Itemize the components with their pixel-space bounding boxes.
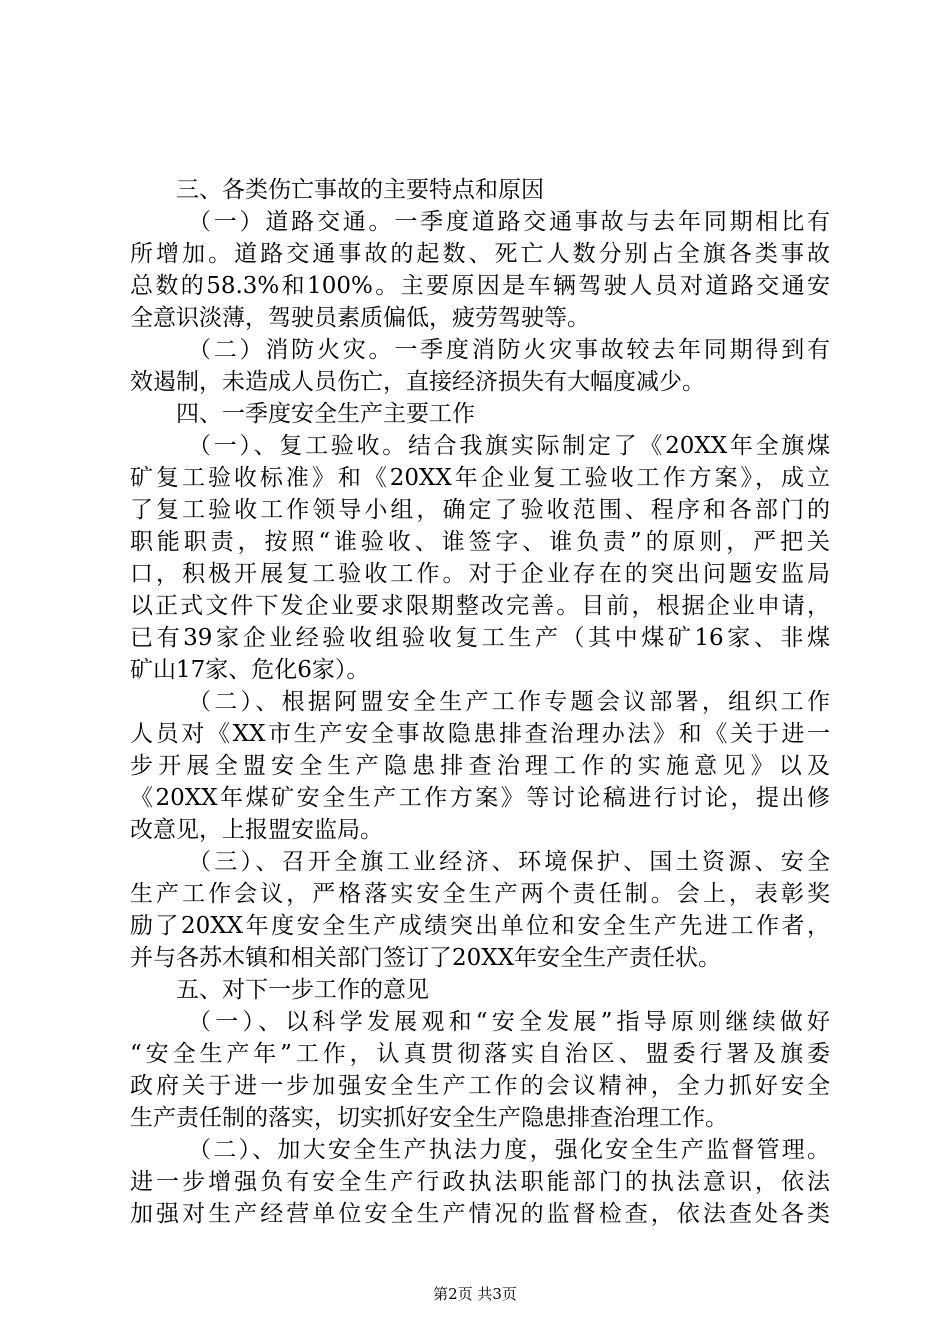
paragraph-line: “安全生产年”工作，认真贯彻落实自治区、盟委行署及旗委 [130,1041,830,1067]
paragraph-line: 励了20XX年度安全生产成绩突出单位和安全生产先进工作者， [130,913,830,939]
paragraph-line: 以正式文件下发企业要求限期整改完善。目前，根据企业申请， [130,593,830,619]
paragraph-line: 进一步增强负有安全生产行政执法职能部门的执法意识，依法 [130,1169,830,1195]
paragraph-line: 生产工作会议，严格落实安全生产两个责任制。会上，表彰奖 [130,881,830,907]
section-heading-4: 四、一季度安全生产主要工作 [176,401,475,427]
paragraph-line: 人员对《XX市生产安全事故隐患排查治理办法》和《关于进一 [130,721,830,747]
page-footer [0,1284,950,1304]
paragraph-line: 所增加。道路交通事故的起数、死亡人数分别占全旗各类事故 [130,241,830,267]
page-number-label: 第2页 共3页 [433,1285,517,1303]
paragraph-line: （二）、加大安全生产执法力度，强化安全生产监督管理。 [188,1137,830,1163]
section-heading-5: 五、对下一步工作的意见 [176,977,429,1003]
paragraph-line: 已有39家企业经验收组验收复工生产（其中煤矿16家、非煤 [130,625,830,651]
paragraph-line: 加强对生产经营单位安全生产情况的监督检查，依法查处各类 [130,1201,830,1227]
paragraph-line: （二）、根据阿盟安全生产工作专题会议部署，组织工作 [188,689,830,715]
paragraph-line: 并与各苏木镇和相关部门签订了20XX年安全生产责任状。 [130,945,722,971]
paragraph-line: （一）、以科学发展观和“安全发展”指导原则继续做好 [188,1009,830,1035]
paragraph-line: （二）消防火灾。一季度消防火灾事故较去年同期得到有 [188,337,830,363]
paragraph-line: 口，积极开展复工验收工作。对于企业存在的突出问题安监局 [130,561,830,587]
paragraph-line: 职能职责，按照“谁验收、谁签字、谁负责”的原则，严把关 [130,529,830,555]
document-body [130,174,830,1230]
paragraph-line: 《20XX年煤矿安全生产工作方案》等讨论稿进行讨论，提出修 [130,785,830,811]
paragraph-line: 步开展全盟安全生产隐患排查治理工作的实施意见》以及 [130,753,830,779]
section-heading-3: 三、各类伤亡事故的主要特点和原因 [176,177,544,203]
paragraph-line: 矿复工验收标准》和《20XX年企业复工验收工作方案》，成立 [130,465,830,491]
paragraph-line: 改意见，上报盟安监局。 [130,817,383,843]
paragraph-line: 生产责任制的落实，切实抓好安全生产隐患排查治理工作。 [130,1105,728,1131]
paragraph-line: 政府关于进一步加强安全生产工作的会议精神，全力抓好安全 [130,1073,830,1099]
paragraph-line: 矿山17家、危化6家）。 [130,657,370,683]
paragraph-line: 全意识淡薄，驾驶员素质偏低，疲劳驾驶等。 [130,305,590,331]
paragraph-line: （一）道路交通。一季度道路交通事故与去年同期相比有 [188,209,830,235]
paragraph-line: （三）、召开全旗工业经济、环境保护、国土资源、安全 [188,849,830,875]
paragraph-line: 效遏制，未造成人员伤亡，直接经济损失有大幅度减少。 [130,369,705,395]
paragraph-line: 总数的58.3%和100%。主要原因是车辆驾驶人员对道路交通安 [130,273,830,299]
paragraph-line: （一）、复工验收。结合我旗实际制定了《20XX年全旗煤 [188,433,830,459]
paragraph-line: 了复工验收工作领导小组，确定了验收范围、程序和各部门的 [130,497,830,523]
